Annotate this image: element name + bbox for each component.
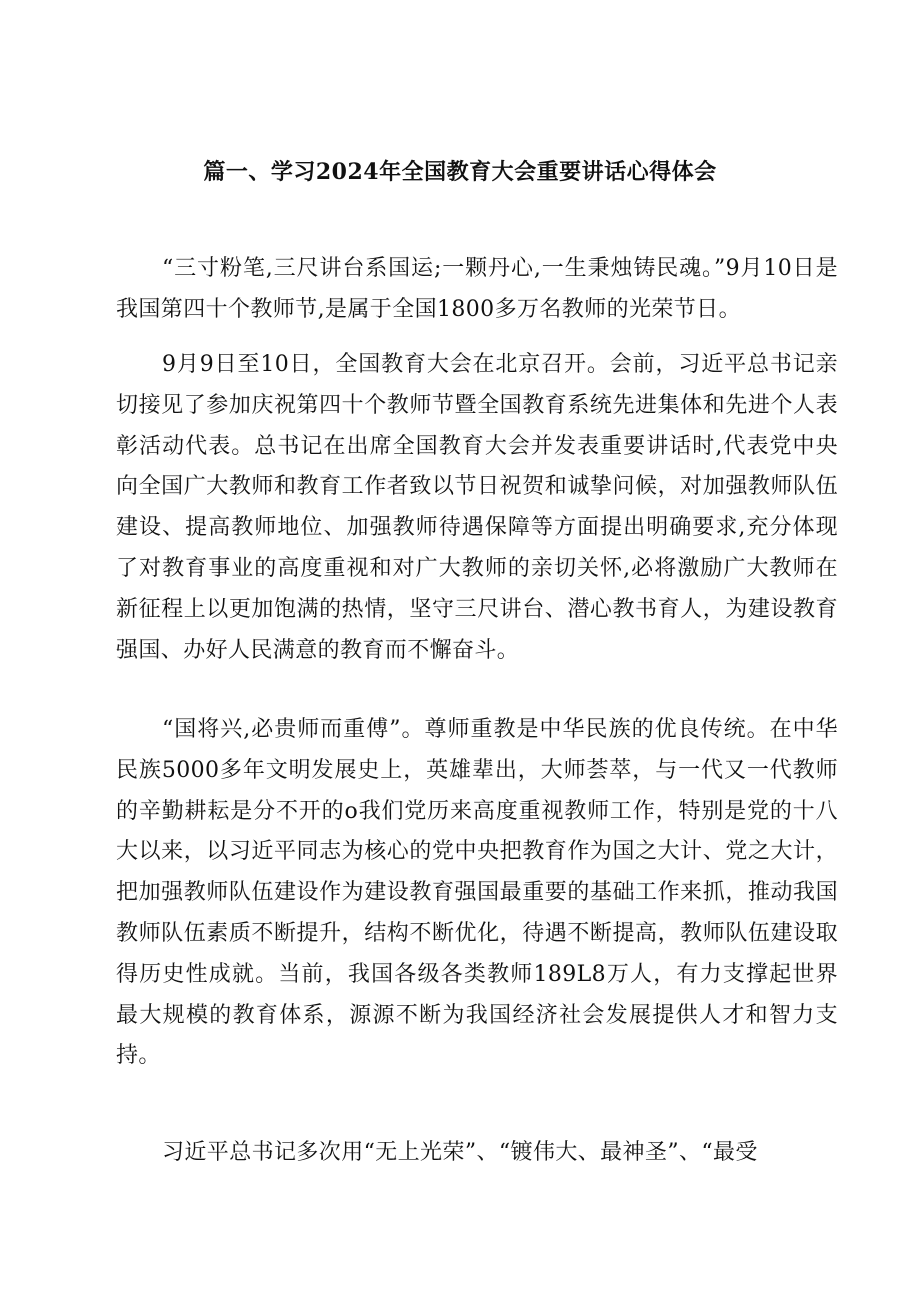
paragraph-4: 习近平总书记多次用“无上光荣”、“镀伟大、最神圣”、“最受	[162, 1140, 758, 1165]
paragraph-3: “国将兴,必贵师而重傅”。尊师重教是中华民族的优良传统。在中华民族5000多年文明发展史上，英雄辈出，大师荟萃，与一代又一代教师的辛勤耕耘是分不开的o我们党历来高度重视教师工作，特别是党的十八大以来，以习近平同志为核心的党中央把教育作为国之大计、党之大计，把加强教师队伍建设作为建设教育强国最重要的基础工作来抓，推动我国教师队伍素质不断提升，结构不断优化，待遇不断提高，教师队伍建设取得历史性成就。当前，我国各级各类教师189L8万人，有力支撑起世界最大规模的教育体系，源源不断为我国经济社会发展提供人才和智力支持。	[116, 717, 838, 1069]
paragraph-2: 9月9日至10日，全国教育大会在北京召开。会前，习近平总书记亲切接见了参加庆祝第四十个教师节暨全国教育系统先进集体和先进个人表彰活动代表。总书记在出席全国教育大会并发表重要讲话时,代表党中央向全国广大教师和教育工作者致以节日祝贺和诚挚问候，对加强教师队伍建设、提高教师地位、加强教师待遇保障等方面提出明确要求,充分体现了对教育事业的高度重视和对广大教师的亲切关怀,必将激励广大教师在新征程上以更加饱满的热情，坚守三尺讲台、潜心教书育人，为建设教育强国、办好人民满意的教育而不懈奋斗。	[116, 352, 838, 663]
paragraph-1: “三寸粉笔,三尺讲台系国运;一颗丹心,一生秉烛铸民魂。”9月10日是我国第四十个教师节,是属于全国1800多万名教师的光荣节日。	[116, 256, 838, 322]
document-title: 篇一、学习2024年全国教育大会重要讲话心得体会	[203, 159, 717, 185]
